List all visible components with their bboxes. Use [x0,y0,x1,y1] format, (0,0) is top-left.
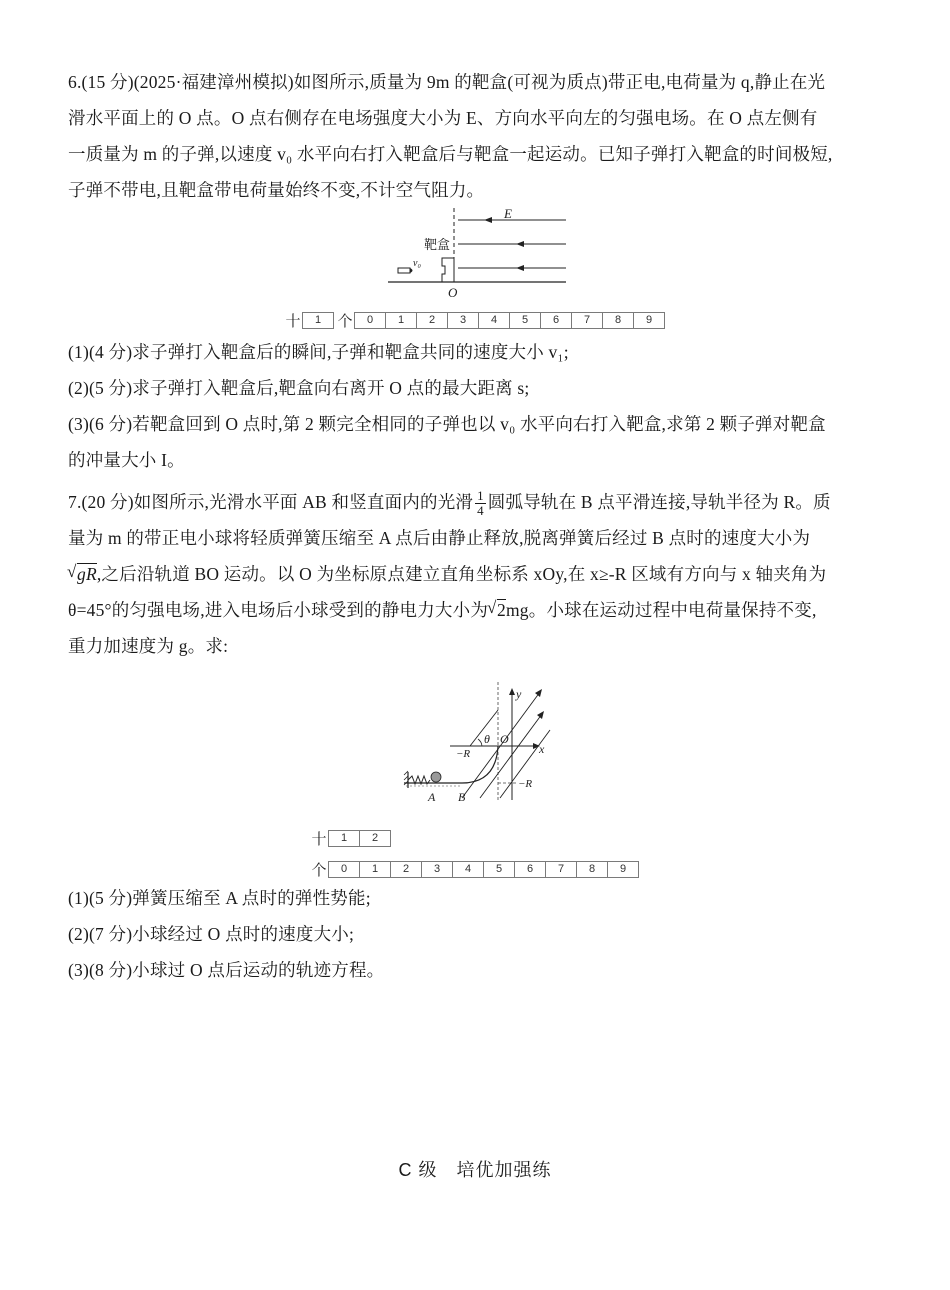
q6-units-cell[interactable]: 6 [541,313,572,328]
q7-label-neg-r-left: −R [456,748,471,760]
q7-units-cell[interactable]: 4 [453,862,484,877]
q7-label-neg-r-right: −R [518,778,533,790]
q7-units-cell[interactable]: 8 [577,862,608,877]
q7-units-cell[interactable]: 6 [515,862,546,877]
q7-label-y: y [516,687,522,701]
q6-line-2: 滑水平面上的 O 点。O 点右侧存在电场强度大小为 E、方向水平向左的匀强电场。在 O 点左侧有 [68,108,818,128]
q7-stem [68,484,890,664]
q6-units-cell[interactable]: 9 [645,314,653,326]
q7-tens-cell[interactable]: 1 [329,831,360,846]
q7-units-mark: 个 [311,863,327,879]
q7-line-3 [68,556,890,592]
q7-figure [400,680,560,812]
q7-sub-1: (1)(5 分)弹簧压缩至 A 点时的弹性势能; [68,888,371,908]
q6-line-4: 子弹不带电,且靶盒带电荷量始终不变,不计空气阻力。 [68,180,485,200]
q6-sub-3-line-1: (3)(6 分)若靶盒回到 O 点时,第 2 颗完全相同的子弹也以 v₀ 水平向右打入靶盒,求第 2 颗子弹对靶盒 [68,414,826,434]
q6-tens-mark: 十 [285,314,301,330]
q6-subquestions [68,334,890,478]
q6-figure [380,204,580,304]
q6-sub-1: (1)(4 分)求子弹打入靶盒后的瞬间,子弹和靶盒共同的速度大小 v₁; [68,342,569,362]
q7-sub-3: (3)(8 分)小球过 O 点后运动的轨迹方程。 [68,960,385,980]
q7-tens-cell[interactable]: 2 [371,832,379,844]
q6-units-mark: 个 [337,314,353,330]
q6-sub-2: (2)(5 分)求子弹打入靶盒后,靶盒向右离开 O 点的最大距离 s; [68,378,530,398]
q6-line-1: 6.(15 分)(2025·福建漳州模拟)如图所示,质量为 9m 的靶盒(可视为质点)带正电,电荷量为 q,静止在光 [68,72,826,92]
q6-units-cell[interactable]: 5 [510,313,541,328]
q7-sub-2: (2)(7 分)小球经过 O 点时的速度大小; [68,924,355,944]
q7-fraction-den: 4 [477,503,484,519]
section-level-heading: C 级 培优加强练 [398,1160,552,1180]
q7-subquestions [68,880,890,988]
q7-line-1-a: 7.(20 分)如图所示,光滑水平面 AB 和竖直面内的光滑 [68,492,474,512]
q6-sub-3-line-2: 的冲量大小 I。 [68,450,185,470]
q7-radicand-gr: gR [77,564,97,584]
q6-label-o: O [448,285,458,300]
q7-units-grid [310,859,639,880]
q7-units-cell[interactable]: 0 [329,862,360,877]
q6-label-v0: v₀ [413,258,421,269]
q7-fraction-num: 1 [477,488,484,504]
q7-quarter-fraction [475,489,486,518]
q7-units-cell[interactable]: 9 [619,863,627,875]
q7-units-cell[interactable]: 1 [360,862,391,877]
q6-units-cell[interactable]: 7 [572,313,603,328]
q7-line-1-b: 圆弧导轨在 B 点平滑连接,导轨半径为 R。质 [487,492,831,512]
q6-stem [68,64,890,208]
q6-tens-cells [302,312,334,329]
q7-tens-cells [328,830,391,847]
q7-units-cell[interactable]: 5 [484,862,515,877]
q6-line-3: 一质量为 m 的子弹,以速度 v₀ 水平向右打入靶盒后与靶盒一起运动。已知子弹打入靶盒的时间极短, [68,144,833,164]
q7-line-4-b: mg。小球在运动过程中电荷量保持不变, [505,600,817,620]
q7-line-1 [68,484,890,520]
q6-label-e: E [504,206,512,221]
q7-units-cell[interactable]: 7 [546,862,577,877]
q7-line-4 [68,592,890,628]
q7-radicand-2: 2 [497,600,506,620]
q6-units-cell[interactable]: 3 [448,313,479,328]
q7-tens-mark: 十 [311,832,327,848]
q7-label-o: O [500,732,509,746]
q7-units-cell[interactable]: 2 [391,862,422,877]
q6-answer-grid [284,310,665,331]
q7-label-x: x [539,742,545,756]
q7-label-b: B [458,790,466,804]
q7-sqrt-2 [488,592,506,628]
q6-units-cell[interactable]: 0 [355,313,386,328]
q6-units-cell[interactable]: 2 [417,313,448,328]
q7-line-2: 量为 m 的带正电小球将轻质弹簧压缩至 A 点后由静止释放,脱离弹簧后经过 B 点时的速度大小为 [68,528,811,548]
q6-units-cell[interactable]: 8 [603,313,634,328]
q6-label-box: 靶盒 [424,238,451,253]
q6-tens-cell[interactable]: 1 [314,314,322,326]
q7-line-4-a: θ=45°的匀强电场,进入电场后小球受到的静电力大小为 [68,600,489,620]
q6-units-cells [354,312,665,329]
q6-units-cell[interactable]: 1 [386,313,417,328]
q7-line-5: 重力加速度为 g。求: [68,636,229,656]
q7-tens-grid [310,828,391,849]
q7-line-3-rest: ,之后沿轨道 BO 运动。以 O 为坐标原点建立直角坐标系 xOy,在 x≥-R 区域有方向与 x 轴夹角为 [96,564,827,584]
q7-sqrt-gr [68,556,97,592]
q7-label-a: A [428,790,436,804]
q7-units-cell[interactable]: 3 [422,862,453,877]
q6-units-cell[interactable]: 4 [479,313,510,328]
q7-label-theta: θ [484,732,490,746]
q7-units-cells [328,861,639,878]
